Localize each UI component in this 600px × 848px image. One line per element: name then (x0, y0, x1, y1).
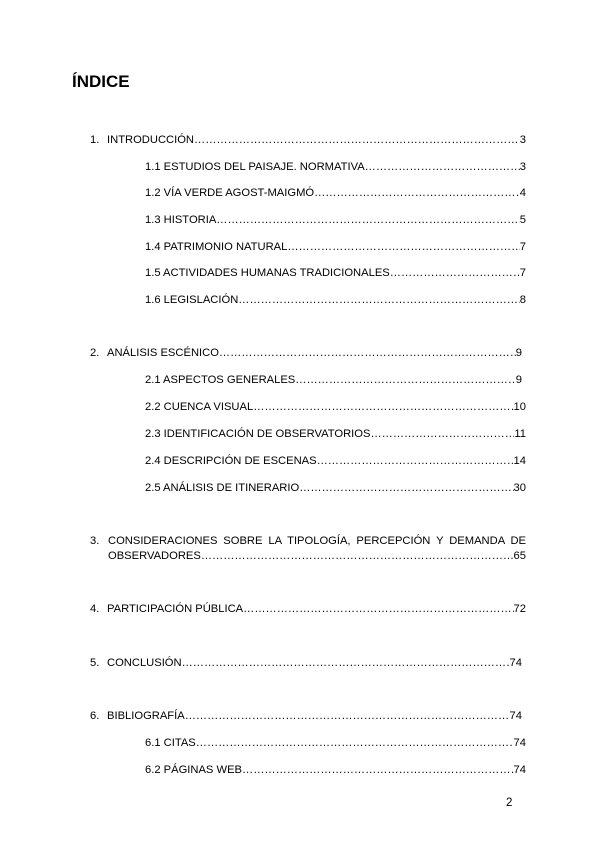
toc-entry-label: 1.2 VÍA VERDE AGOST-MAIGMÓ (145, 187, 315, 199)
dot-leader (196, 736, 514, 750)
dot-leader (238, 293, 519, 307)
toc-entry-number: 1. (90, 134, 100, 146)
toc-subentry[interactable] (145, 400, 526, 414)
toc-entry-label: 1.1 ESTUDIOS DEL PAISAJE. NORMATIVA (145, 161, 365, 173)
toc-entry-number: 6. (90, 710, 100, 722)
toc-entry-page: 74 (509, 657, 522, 669)
dot-leader (314, 186, 520, 200)
dot-leader (243, 602, 513, 616)
toc-entry-label: 2.4 DESCRIPCIÓN DE ESCENAS (145, 455, 317, 467)
toc-subentry[interactable] (145, 266, 526, 280)
toc-subentry[interactable] (145, 160, 526, 174)
toc-subentry[interactable] (145, 481, 526, 495)
toc-subentry[interactable] (145, 240, 526, 254)
toc-entry-number: 5. (90, 657, 100, 669)
toc-entry-page: 74 (513, 764, 526, 776)
toc-entry-page: 74 (509, 710, 522, 722)
toc-entry-page: 3 (519, 161, 526, 173)
toc-entry-page: 7 (519, 267, 526, 279)
toc-entry-label: 2.2 CUENCA VISUAL (145, 401, 254, 413)
toc-entry-label: OBSERVADORES (108, 550, 201, 562)
toc-subentry[interactable] (145, 736, 526, 750)
dot-leader (253, 400, 513, 414)
toc-entry-label: 6.1 CITAS (145, 737, 196, 749)
toc-subentry[interactable] (145, 373, 522, 387)
toc-subentry[interactable] (145, 763, 526, 777)
toc-entry-label: 2.5 ANÁLISIS DE ITINERARIO (145, 482, 300, 494)
toc-entry-label: BIBLIOGRAFÍA (107, 710, 185, 722)
toc-entry-page: 7 (519, 241, 526, 253)
toc-subentry[interactable] (145, 213, 526, 227)
toc-subentry[interactable] (145, 293, 526, 307)
dot-leader (295, 373, 516, 387)
dot-leader (370, 427, 514, 441)
toc-entry-label: PARTICIPACIÓN PÚBLICA (107, 603, 244, 615)
dot-leader (287, 240, 519, 254)
toc-entry-label: 2.3 IDENTIFICACIÓN DE OBSERVATORIOS (145, 428, 371, 440)
toc-entry-label: ANÁLISIS ESCÉNICO (107, 347, 219, 359)
dot-leader (242, 763, 514, 777)
toc-entry-label: 1.6 LEGISLACIÓN (145, 294, 239, 306)
toc-entry-page: 72 (513, 603, 526, 615)
toc-entry-participacion-publica[interactable] (90, 602, 526, 616)
toc-entry-bibliografia[interactable] (90, 709, 522, 723)
dot-leader (299, 481, 513, 495)
dot-leader (182, 656, 510, 670)
toc-entry-page: 65 (513, 550, 526, 562)
toc-entry-page: 9 (515, 347, 522, 359)
toc-entry-label-line1[interactable]: CONSIDERACIONES SOBRE LA TIPOLOGÍA, PERCEPCIÓN Y DEMANDA DE (108, 535, 526, 547)
dot-leader (219, 346, 516, 360)
dot-leader (365, 160, 520, 174)
dot-leader (194, 133, 520, 147)
toc-entry-label: 1.4 PATRIMONIO NATURAL (145, 241, 288, 253)
toc-entry-label: CONCLUSIÓN (107, 657, 182, 669)
toc-entry-number: 2. (90, 347, 100, 359)
toc-entry-number: 4. (90, 603, 100, 615)
dot-leader (317, 454, 514, 468)
toc-entry-page: 10 (513, 401, 526, 413)
toc-entry-label: INTRODUCCIÓN (107, 134, 195, 146)
toc-entry-label: 1.3 HISTORIA (145, 214, 217, 226)
toc-entry-label: 2.1 ASPECTOS GENERALES (145, 374, 296, 386)
dot-leader (216, 213, 519, 227)
toc-entry-consideraciones[interactable] (108, 549, 526, 563)
toc-entry-page: 14 (513, 455, 526, 467)
dot-leader (390, 266, 520, 280)
toc-entry-page: 5 (519, 214, 526, 226)
toc-entry-conclusion[interactable] (90, 656, 522, 670)
toc-entry-label: 6.2 PÁGINAS WEB (145, 764, 242, 776)
toc-entry-introduccion[interactable] (90, 133, 526, 147)
toc-subentry[interactable] (145, 454, 526, 468)
toc-entry-page: 8 (519, 294, 526, 306)
toc-entry-page: 74 (513, 737, 526, 749)
page-title: ÍNDICE (72, 72, 130, 91)
toc-subentry[interactable] (145, 186, 526, 200)
toc-entry-page: 4 (519, 187, 526, 199)
dot-leader (201, 549, 514, 563)
toc-entry-number: 3. (90, 535, 100, 547)
toc-entry-label: 1.5 ACTIVIDADES HUMANAS TRADICIONALES (145, 267, 390, 279)
toc-entry-page: 30 (513, 482, 526, 494)
toc-entry-page: 9 (515, 374, 522, 386)
toc-entry-page: 11 (514, 428, 526, 440)
page-number: 2 (506, 797, 513, 809)
toc-subentry[interactable] (145, 427, 526, 441)
dot-leader (185, 709, 510, 723)
toc-entry-analisis-escenico[interactable] (90, 346, 522, 360)
toc-entry-page: 3 (519, 134, 526, 146)
